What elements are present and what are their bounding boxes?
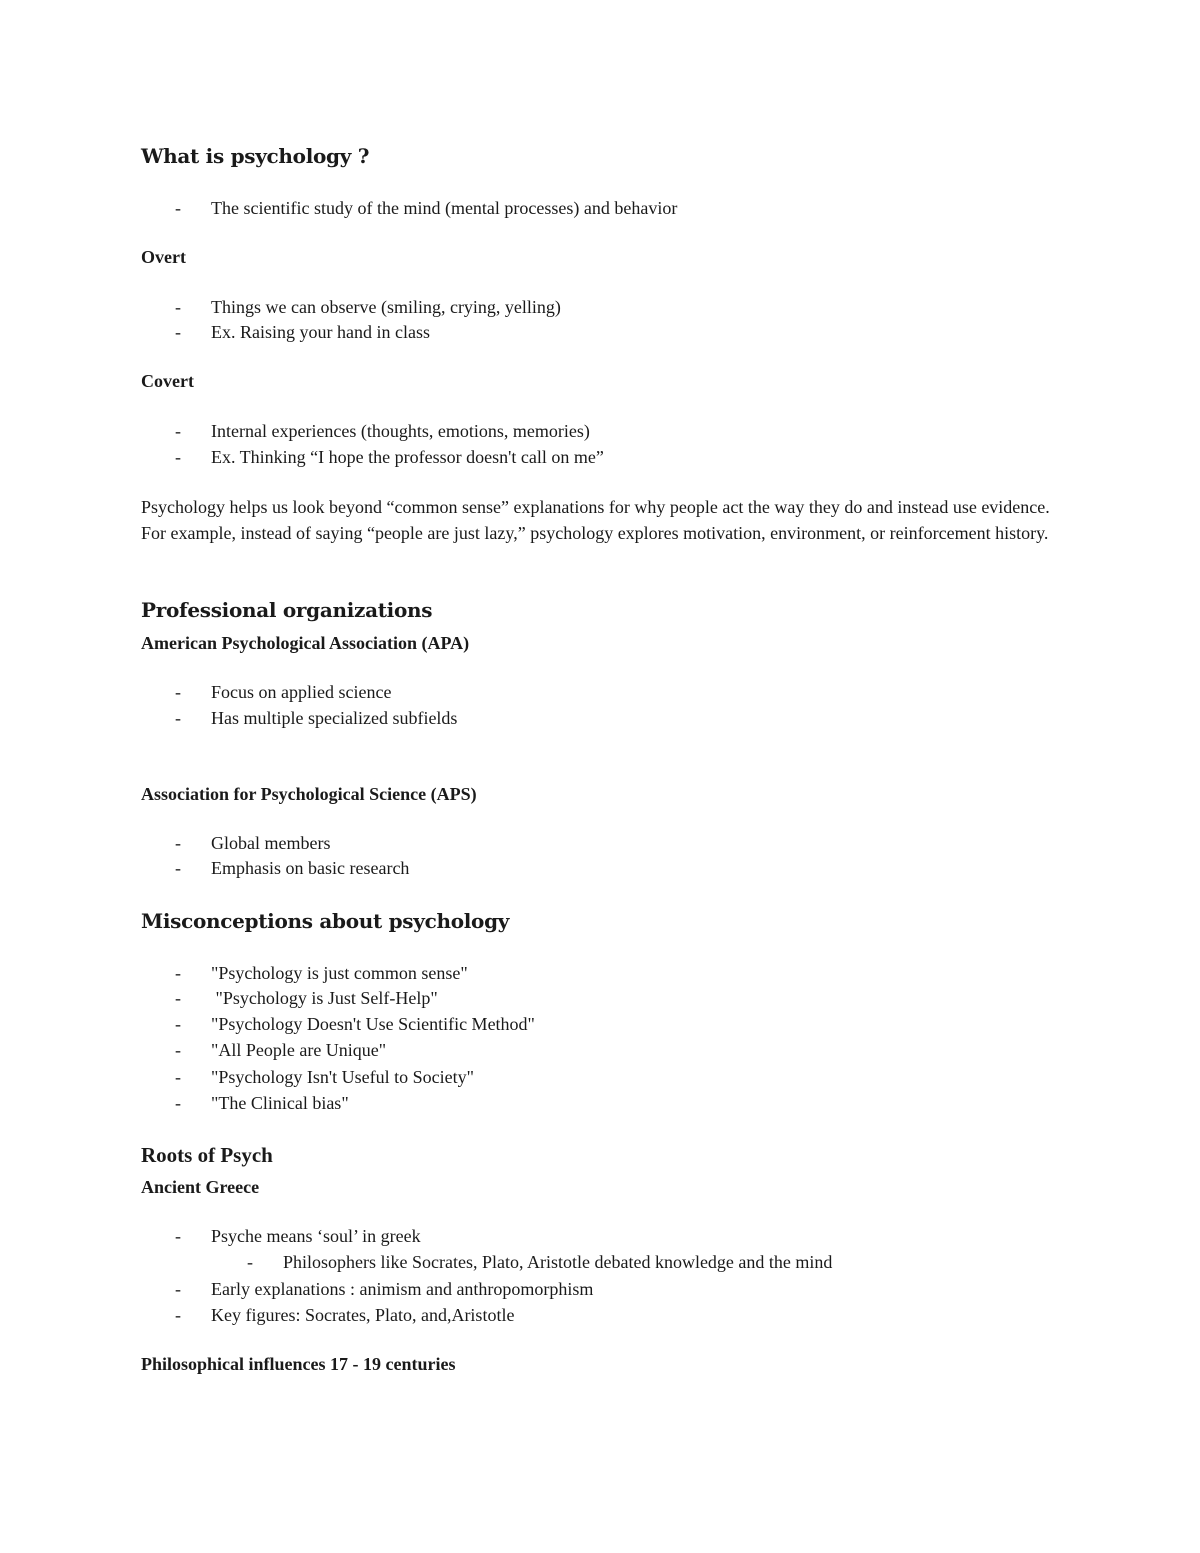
bullet-dash: - bbox=[175, 1014, 181, 1034]
heading-covert: Covert bbox=[141, 371, 194, 391]
list-item-text: Emphasis on basic research bbox=[211, 858, 410, 878]
bullet-dash: - bbox=[175, 682, 181, 702]
heading-overt: Overt bbox=[141, 247, 186, 267]
bullet-dash: - bbox=[175, 1226, 181, 1246]
list-item-text: Has multiple specialized subfields bbox=[211, 708, 458, 728]
bullet-dash: - bbox=[175, 833, 181, 853]
heading-roots-of-psych: Roots of Psych bbox=[141, 1143, 273, 1167]
list-item-text: "Psychology Doesn't Use Scientific Method" bbox=[211, 1014, 535, 1034]
list-item-text: Things we can observe (smiling, crying, yelling) bbox=[211, 297, 561, 317]
bullet-dash: - bbox=[175, 322, 181, 342]
bullet-dash: - bbox=[175, 421, 181, 441]
list-item-text: Ex. Thinking “I hope the professor doesn't call on me” bbox=[211, 447, 604, 467]
heading-misconceptions: Misconceptions about psychology bbox=[141, 909, 510, 933]
list-item-text: Internal experiences (thoughts, emotions, memories) bbox=[211, 421, 590, 441]
bullet-dash: - bbox=[175, 1067, 181, 1087]
heading-philosophical-influences: Philosophical influences 17 - 19 centuries bbox=[141, 1354, 456, 1374]
list-item-text: Early explanations : animism and anthropomorphism bbox=[211, 1279, 594, 1299]
bullet-dash: - bbox=[175, 447, 181, 467]
bullet-dash: - bbox=[175, 858, 181, 878]
heading-aps: Association for Psychological Science (APS) bbox=[141, 784, 477, 804]
bullet-dash: - bbox=[247, 1252, 253, 1272]
heading-professional-organizations: Professional organizations bbox=[141, 598, 433, 622]
list-item-text: Psyche means ‘soul’ in greek bbox=[211, 1226, 421, 1246]
bullet-dash: - bbox=[175, 963, 181, 983]
bullet-dash: - bbox=[175, 1305, 181, 1325]
bullet-dash: - bbox=[175, 198, 181, 218]
body-paragraph: Psychology helps us look beyond “common sense” explanations for why people act the way they do and instead use evidence. For example, instead of saying “people are just lazy,” psychology explores motivation, environment, or reinforcement history. bbox=[141, 497, 1050, 543]
heading-what-is-psychology: What is psychology ? bbox=[141, 144, 370, 168]
bullet-dash: - bbox=[175, 297, 181, 317]
bullet-dash: - bbox=[175, 988, 181, 1008]
list-item-text: Focus on applied science bbox=[211, 682, 392, 702]
bullet-dash: - bbox=[175, 1279, 181, 1299]
list-item-text: "Psychology Isn't Useful to Society" bbox=[211, 1067, 474, 1087]
list-item-text: "The Clinical bias" bbox=[211, 1093, 349, 1113]
list-item-text: Philosophers like Socrates, Plato, Aristotle debated knowledge and the mind bbox=[283, 1252, 833, 1272]
heading-ancient-greece: Ancient Greece bbox=[141, 1177, 260, 1197]
list-item-text: "Psychology is Just Self-Help" bbox=[211, 988, 438, 1008]
list-item-text: The scientific study of the mind (mental processes) and behavior bbox=[211, 198, 678, 218]
heading-apa: American Psychological Association (APA) bbox=[141, 633, 470, 653]
list-item-text: "All People are Unique" bbox=[211, 1040, 387, 1060]
bullet-dash: - bbox=[175, 708, 181, 728]
list-item-text: Global members bbox=[211, 833, 331, 853]
list-item-text: Key figures: Socrates, Plato, and,Aristotle bbox=[211, 1305, 515, 1325]
list-item-text: Ex. Raising your hand in class bbox=[211, 322, 430, 342]
list-item-text: "Psychology is just common sense" bbox=[211, 963, 468, 983]
bullet-dash: - bbox=[175, 1093, 181, 1113]
bullet-dash: - bbox=[175, 1040, 181, 1060]
